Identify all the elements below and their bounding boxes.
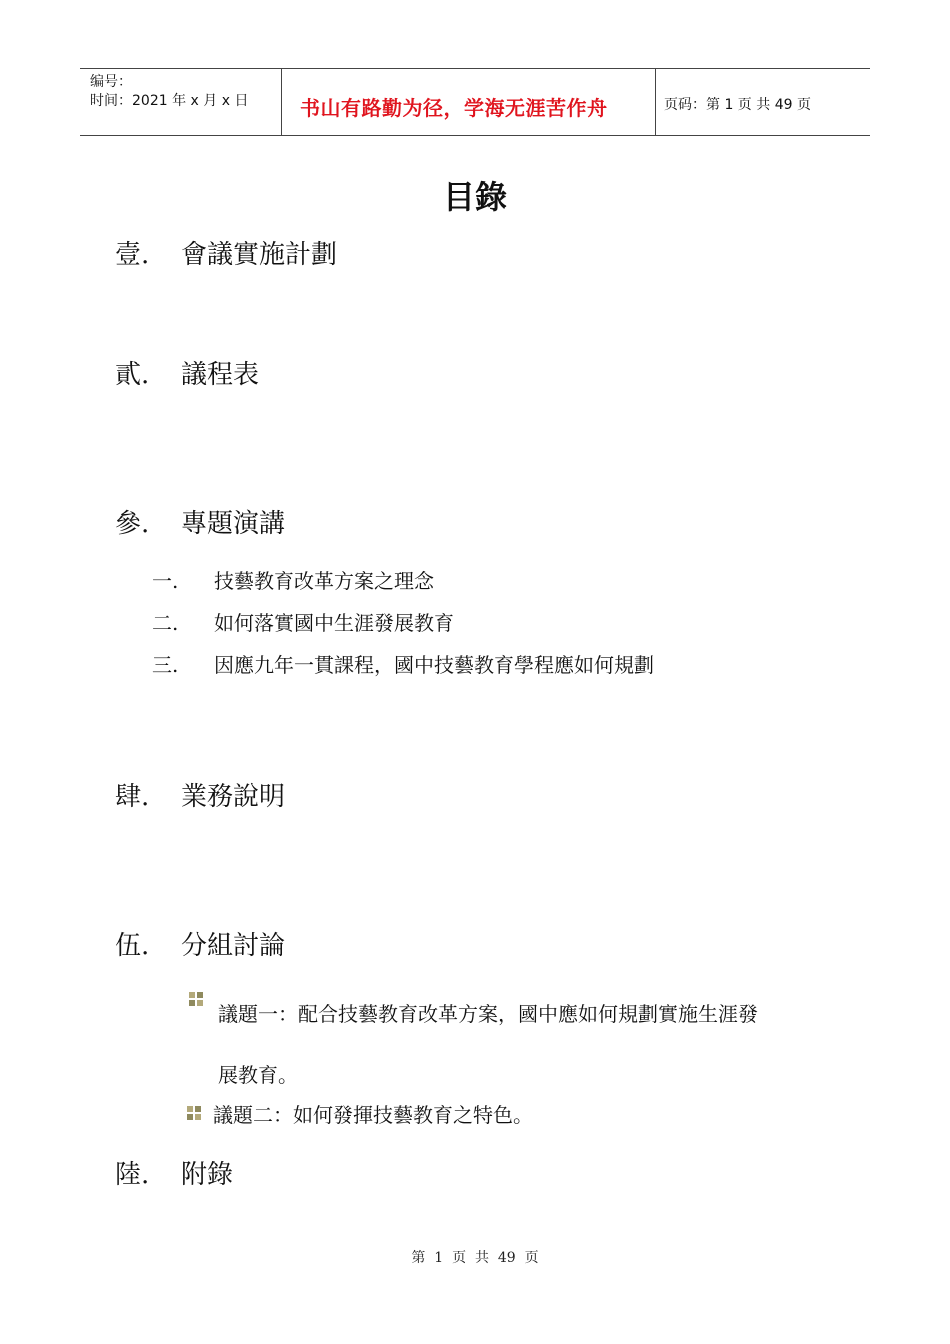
lecture-item-text: 因應九年一貫課程，國中技藝教育學程應如何規劃	[214, 653, 654, 677]
header-time-label: 时间：2021 年 x 月 x 日	[90, 93, 249, 109]
section-number: 貳.	[115, 360, 150, 390]
discussion-item-text: 議題二：如何發揮技藝教育之特色。	[213, 1103, 533, 1127]
header-divider-right	[655, 68, 656, 136]
section-number: 壹.	[115, 240, 150, 270]
page-footer: 第 1 页 共 49 页	[411, 1250, 539, 1266]
header-page-info: 页码：第 1 页 共 49 页	[664, 97, 811, 113]
header-motto: 书山有路勤为径，学海无涯苦作舟	[300, 96, 608, 120]
square-bullet-icon	[187, 1106, 202, 1121]
discussion-item-text-continued: 展教育。	[218, 1063, 298, 1087]
square-bullet-icon	[189, 992, 204, 1007]
lecture-item-number: 一.	[152, 569, 179, 593]
header-serial-label: 编号：	[90, 74, 132, 90]
section-title: 專題演講	[181, 509, 286, 539]
section-title: 分組討論	[181, 931, 286, 961]
section-title: 會議實施計劃	[181, 240, 338, 270]
section-number: 參.	[115, 509, 150, 539]
lecture-item-text: 如何落實國中生涯發展教育	[214, 611, 454, 635]
section-number: 陸.	[115, 1160, 150, 1190]
header-divider-left	[281, 68, 282, 136]
section-title: 業務說明	[181, 782, 286, 812]
section-title: 附錄	[181, 1160, 234, 1190]
page-title: 目錄	[442, 178, 507, 216]
discussion-item-text: 議題一：配合技藝教育改革方案，國中應如何規劃實施生涯發	[218, 1002, 758, 1026]
section-title: 議程表	[181, 360, 260, 390]
lecture-item-number: 二.	[152, 611, 179, 635]
header-top-border	[80, 68, 870, 69]
lecture-item-text: 技藝教育改革方案之理念	[214, 569, 434, 593]
section-number: 伍.	[115, 931, 150, 961]
header-bottom-border	[80, 135, 870, 136]
lecture-item-number: 三.	[152, 653, 179, 677]
section-number: 肆.	[115, 782, 150, 812]
